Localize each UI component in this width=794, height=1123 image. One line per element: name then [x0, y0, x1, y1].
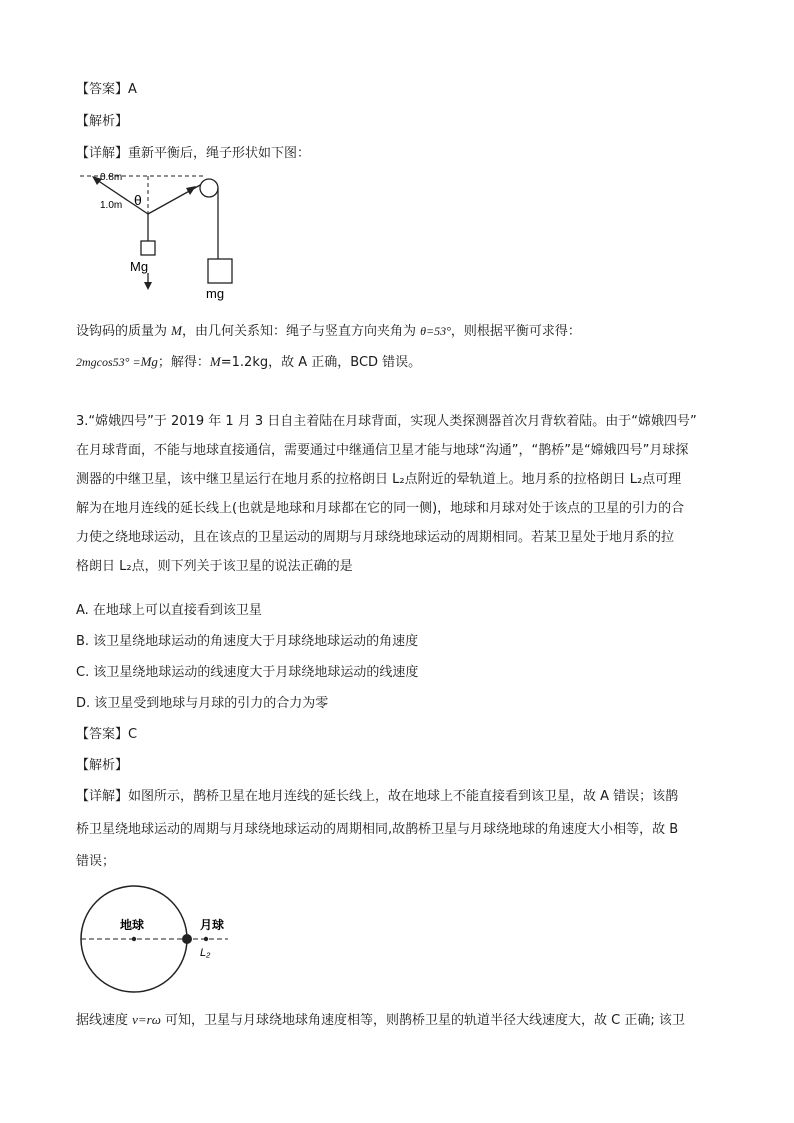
right-arrow-head [186, 186, 196, 195]
left-block [141, 241, 155, 255]
p1b-M: M [209, 354, 221, 369]
detail-2-line-3: 错误； [76, 854, 116, 869]
p1b-post: =1.2kg，故 A 正确，BCD 错误。 [220, 355, 422, 370]
option-b: B. 该卫星绕地球运动的角速度大于月球绕地球运动的角速度 [76, 634, 419, 649]
moon-label: 月球 [200, 918, 225, 932]
mg-arrow-head [144, 282, 152, 290]
right-block [208, 259, 232, 283]
len-slant-label: 1.0m [100, 200, 123, 211]
earth-moon-orbit-diagram [78, 886, 238, 996]
last-post: 可知，卫星与月球绕地球角速度相等，则鹊桥卫星的轨道半径大线速度大，故 C 正确; 该卫 [160, 1013, 685, 1028]
para-1b [76, 352, 421, 373]
q3-line-5: 力使之绕地球运动，且在该点的卫星运动的周期与月球绕地球运动的周期相同。若某卫星处于地月系的拉 [76, 530, 675, 545]
angle-label: θ [134, 192, 142, 208]
p1b-Mg: Mg [140, 354, 158, 369]
last-pre: 据线速度 [76, 1013, 133, 1028]
answer-1: 【答案】A [76, 82, 137, 97]
last-line [76, 1010, 685, 1031]
q3-line-4: 解为在地月连线的延长线上(也就是地球和月球都在它的同一侧)，地球和月球对处于该点的卫星的引力的合 [76, 501, 685, 516]
q3-line-6: 格朗日 L₂点，则下列关于该卫星的说法正确的是 [76, 559, 353, 574]
p1a-theta: θ=53° [420, 324, 451, 338]
detail-1: 【详解】重新平衡后，绳子形状如下图： [76, 146, 311, 161]
p1a-post: ，则根据平衡可求得： [450, 324, 581, 339]
analysis-1: 【解析】 [76, 114, 129, 129]
q3-line-1: 3.“嫦娥四号”于 2019 年 1 月 3 日自主着陆在月球背面，实现人类探测器首次月背软着陆。由于“嫦娥四号” [76, 414, 697, 429]
l2-label: L₂ [200, 947, 211, 959]
option-c: C. 该卫星绕地球运动的线速度大于月球绕地球运动的线速度 [76, 665, 419, 680]
option-d: D. 该卫星受到地球与月球的引力的合力为零 [76, 696, 329, 711]
earth-label: 地球 [120, 918, 145, 932]
moon-dot [182, 934, 192, 944]
option-a: A. 在地球上可以直接看到该卫星 [76, 603, 262, 618]
p1a-pre: 设钩码的质量为 [76, 324, 172, 339]
p1b-pre: 2mgcos53° = [76, 355, 141, 369]
detail-2-line-1: 【详解】如图所示，鹊桥卫星在地月连线的延长线上，故在地球上不能直接看到该卫星，故 A 错误；该鹊 [76, 789, 679, 804]
q3-line-2: 在月球背面，不能与地球直接通信，需要通过中继通信卫星才能与地球“沟通”，“鹊桥”是“嫦娥四号”月球探 [76, 443, 689, 458]
p1a-var-M: M [171, 323, 182, 338]
earth-dot [132, 937, 136, 941]
left-weight-label: Mg [130, 259, 149, 274]
p1b-mid: ；解得： [157, 355, 210, 370]
rope-pulley-diagram [78, 170, 278, 305]
analysis-2: 【解析】 [76, 758, 129, 773]
last-formula: v=rω [132, 1012, 161, 1027]
answer-2: 【答案】C [76, 727, 138, 742]
p1a-mid: ，由几何关系知：绳子与竖直方向夹角为 [181, 324, 421, 339]
detail-2-line-2: 桥卫星绕地球运动的周期与月球绕地球运动的周期相同,故鹊桥卫星与月球绕地球的角速度大小相等，故 B [76, 822, 679, 837]
para-1a [76, 321, 581, 342]
pulley [200, 179, 218, 197]
right-weight-label: mg [206, 286, 225, 301]
q3-line-3: 测器的中继卫星，该中继卫星运行在地月系的拉格朗日 L₂点附近的晕轨道上。地月系的拉格朗日 L₂点可理 [76, 472, 682, 487]
l2-dot [204, 937, 208, 941]
len-top-label: 0.8m [100, 172, 123, 183]
